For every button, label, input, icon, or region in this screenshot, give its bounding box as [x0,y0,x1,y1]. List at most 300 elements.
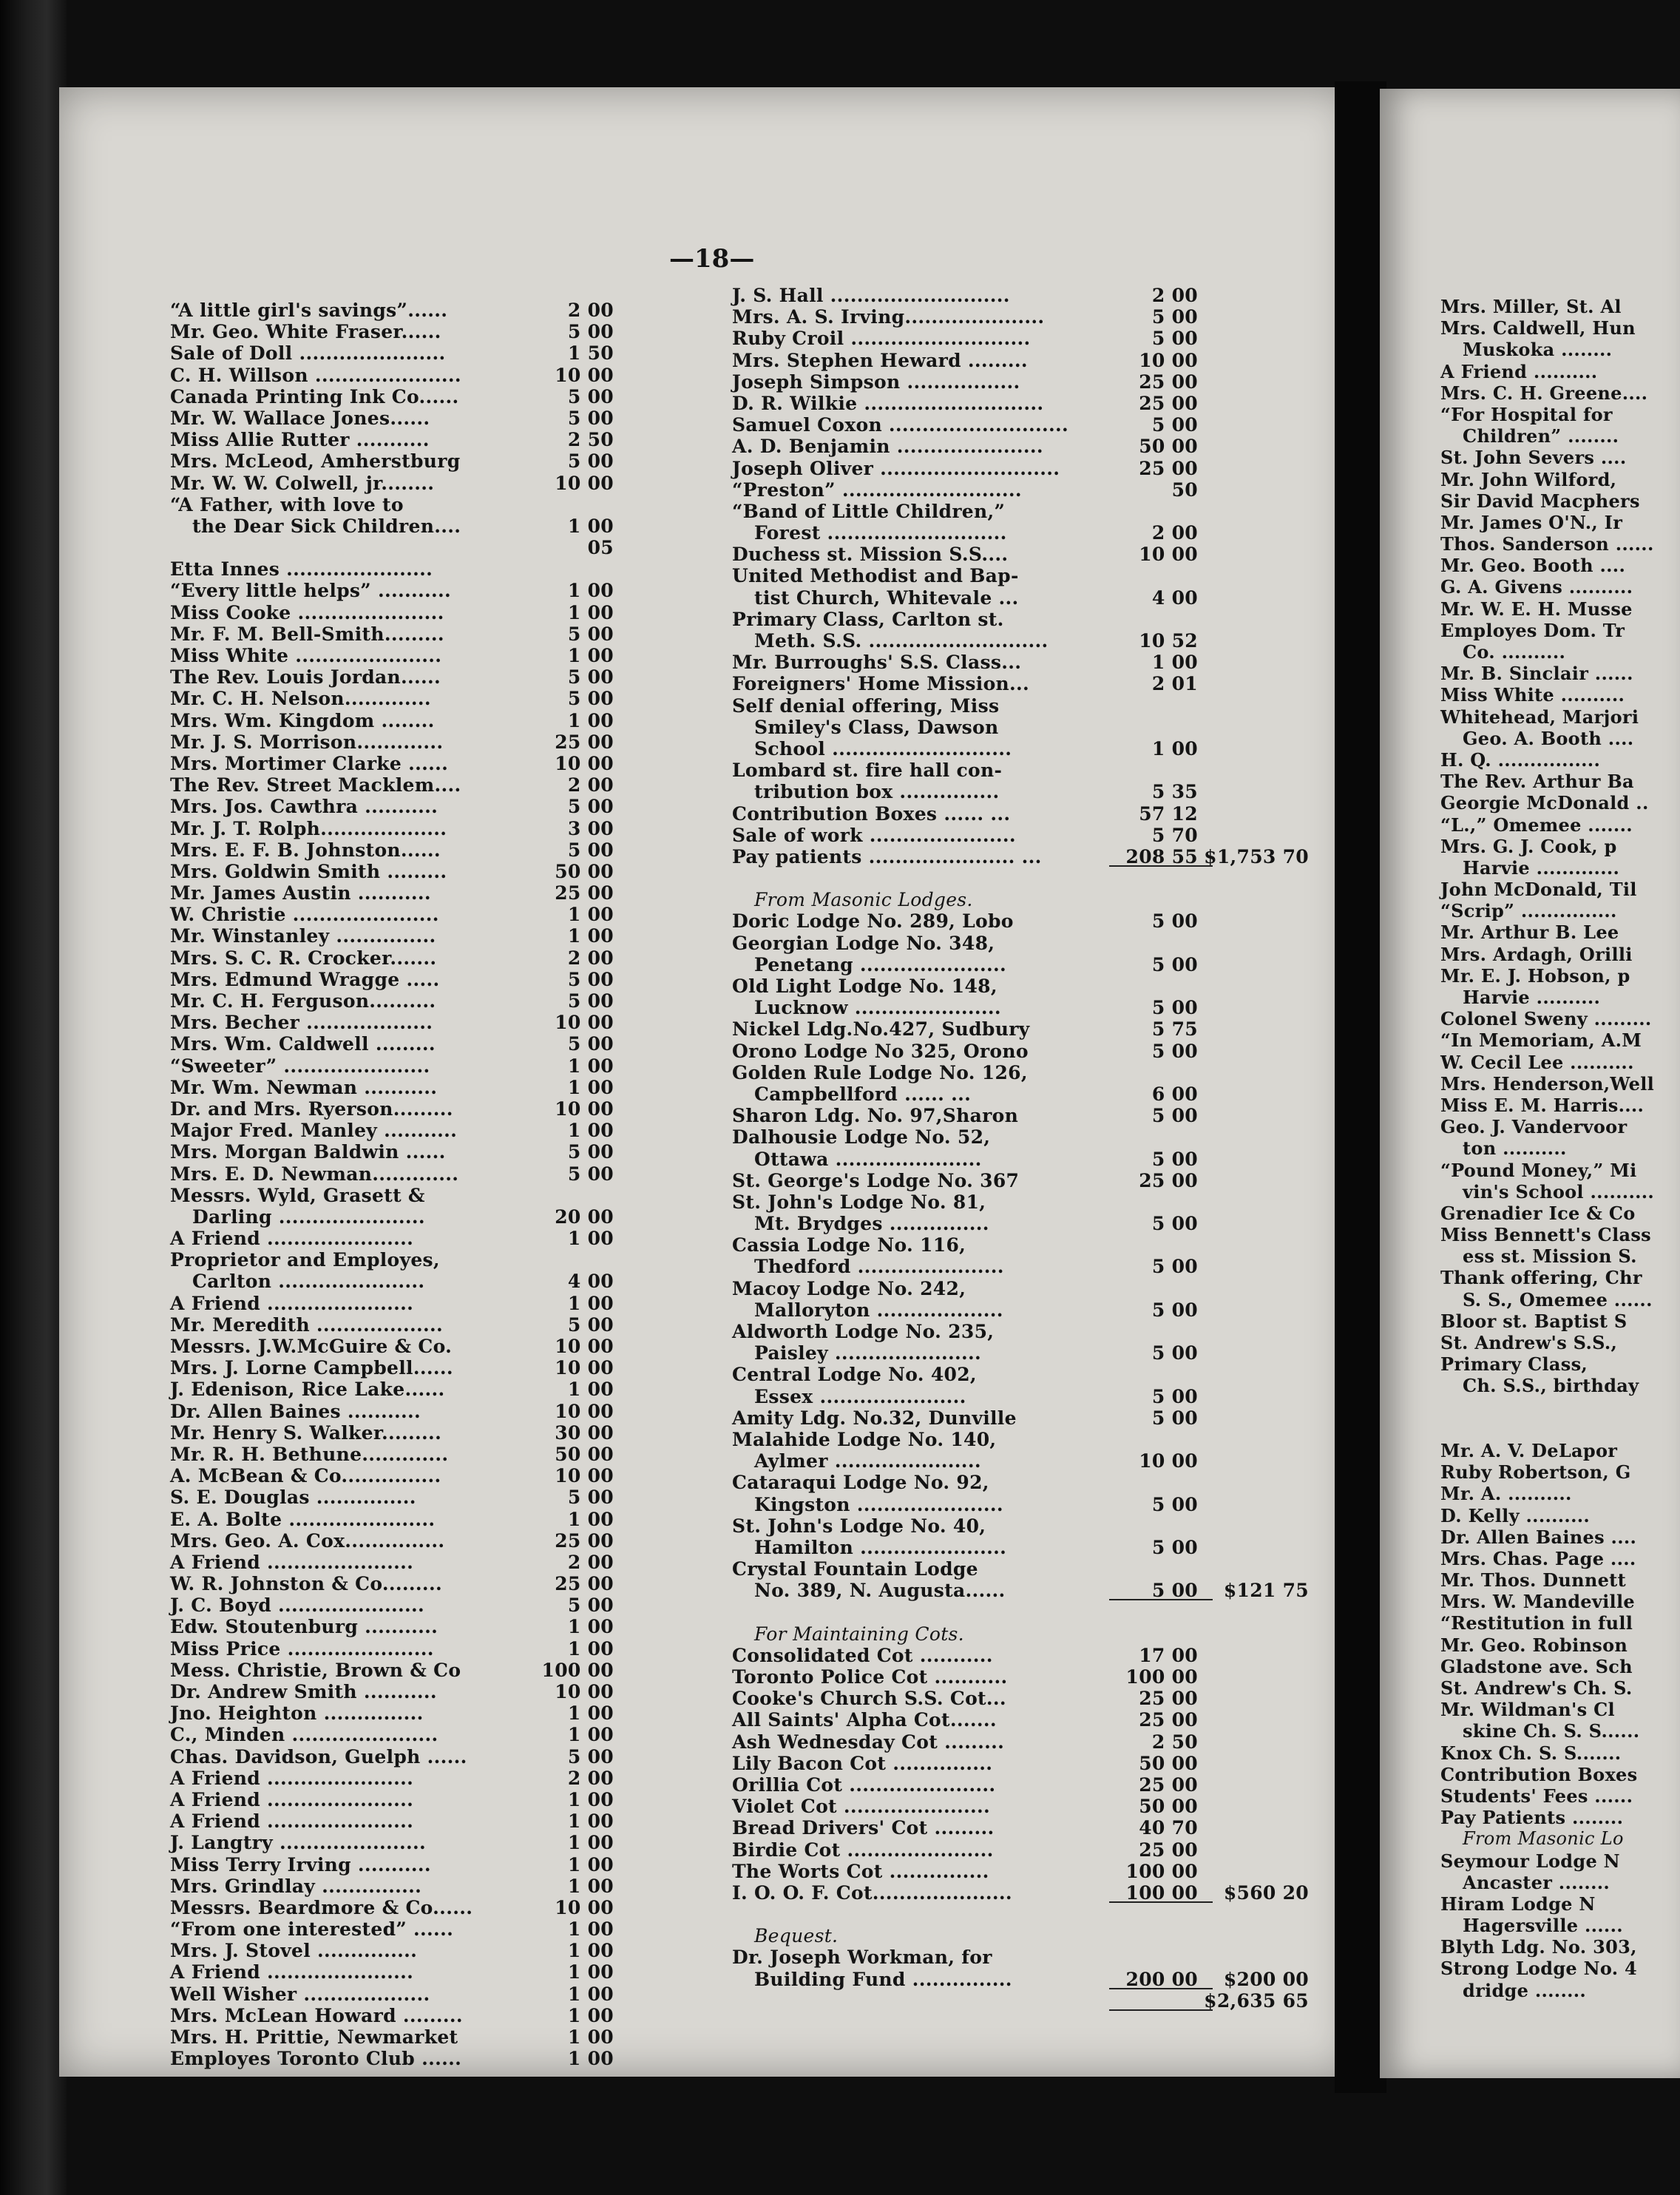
donor-name: S. E. Douglas ............... [170,1487,416,1509]
ledger-row [170,1206,614,1228]
ledger-row [732,1817,1309,1839]
ledger-row [732,1753,1309,1774]
ledger-row [732,479,1309,501]
amount: 1 00 [567,2026,614,2048]
cut-off-entry: Mr. E. J. Hobson, p [1440,964,1630,987]
ledger-row [732,436,1309,457]
ledger-row [732,544,1309,565]
amount: 100 00 [541,1659,614,1681]
donor-name: Canada Printing Ink Co...... [170,385,459,407]
amount: 1 00 [567,2004,614,2026]
ledger-row [170,666,614,688]
donor-name: Sharon Ldg. No. 97,Sharon [732,1105,1019,1127]
ledger-row [170,1638,614,1660]
amount: 2 00 [1151,285,1198,306]
amount: 1 00 [567,1508,614,1530]
amount: 25 00 [1139,1773,1198,1796]
ledger-row [732,1105,1309,1126]
ledger-row [732,803,1309,825]
amount: 100 00 [1125,1881,1198,1904]
amount: 1 00 [567,2048,614,2070]
cut-off-entry: Sir David Macphers [1440,490,1640,512]
ledger-row [732,1796,1309,1817]
amount: 25 00 [555,882,614,904]
donor-name: “A Father, with love to [170,493,404,515]
cut-off-entry: “Scrip” ............... [1440,900,1617,922]
donor-name: Ash Wednesday Cot ......... [732,1731,1005,1753]
ledger-row [732,1256,1309,1277]
donor-name: Mr. W. Wallace Jones...... [170,407,430,429]
ledger-row [170,407,614,429]
cut-off-entry: Primary Class, [1440,1353,1588,1376]
cut-off-entry [1440,1418,1680,1440]
amount: 5 00 [567,1141,614,1163]
cut-off-entry: D. Kelly .......... [1440,1504,1591,1526]
cut-off-entry: Knox Ch. S. S....... [1440,1742,1622,1764]
ledger-row [170,645,614,666]
ledger-row [170,1616,614,1637]
ledger-row [732,1990,1309,2012]
cut-off-entry: Grenadier Ice & Co [1440,1202,1636,1224]
donor-name: Mrs. H. Prittie, Newmarket [170,2026,458,2048]
donor-name: Messrs. Wyld, Grasett & [170,1184,425,1206]
amount: 2 00 [567,1767,614,1789]
donor-name: Kingston ...................... [754,1493,1003,1515]
amount: 5 00 [567,688,614,710]
ledger-row [732,1515,1309,1537]
amount: 57 12 [1139,802,1198,825]
ledger-row [170,1185,614,1206]
amount: 25 00 [1139,1839,1198,1861]
donor-name: Miss Price ...................... [170,1637,434,1660]
ledger-row [170,1055,614,1077]
donor-name: Miss Cooke ...................... [170,601,444,623]
donor-name: tribution box ............... [754,781,1000,803]
donor-name: Mr. R. H. Bethune............. [170,1443,449,1465]
donor-name: St. George's Lodge No. 367 [732,1169,1020,1191]
cut-off-entry: Mrs. Chas. Page .... [1440,1547,1636,1569]
cut-off-entry: Blyth Ldg. No. 303, [1440,1936,1637,1958]
ledger-row [732,1018,1309,1040]
donor-name: “Preston” ........................... [732,478,1022,501]
ledger-row [732,522,1309,544]
donor-name: Aylmer ...................... [754,1450,981,1472]
section-total: $1,753 70 [1204,845,1309,867]
cut-off-entry: ess st. Mission S. [1463,1245,1637,1268]
donor-name: A Friend ...................... [170,1292,414,1314]
donor-name: C., Minden ...................... [170,1724,438,1746]
donor-name: School ........................... [754,737,1012,760]
ledger-row [732,328,1309,349]
donor-name: Mr. W. W. Colwell, jr........ [170,472,435,494]
cut-off-entry: Ancaster ........ [1463,1871,1610,1893]
amount: 10 00 [1139,544,1198,566]
ledger-row [732,954,1309,975]
donor-name: the Dear Sick Children.... [192,515,461,537]
donor-name: Mr. Meredith ................... [170,1313,443,1336]
donor-name: Carlton ...................... [192,1271,425,1293]
ledger-row [170,818,614,839]
cut-off-entry: Harvie ............. [1463,856,1620,879]
ledger-row [170,839,614,861]
ledger-row [732,306,1309,328]
ledger-row [732,695,1309,717]
ledger-row [732,371,1309,393]
ledger-row [732,846,1309,867]
amount: 5 00 [1151,1148,1198,1170]
ledger-row [732,393,1309,414]
amount: 6 00 [1151,1083,1198,1105]
amount: 5 00 [567,407,614,429]
amount: 10 00 [555,472,614,494]
donor-name: Mrs. Edmund Wragge ..... [170,968,440,990]
amount: 5 00 [1151,328,1198,350]
donor-name: Employes Toronto Club ...... [170,2048,462,2070]
donor-name: Mr. C. H. Nelson............. [170,688,431,710]
ledger-row [170,1444,614,1465]
donor-name: “A little girl's savings”...... [170,300,448,321]
amount: 50 00 [1139,1796,1198,1818]
donor-name: Dr. Andrew Smith ........... [170,1681,437,1702]
amount: 10 00 [555,364,614,386]
donor-name: Ruby Croil ........................... [732,328,1031,350]
ledger-row [732,1062,1309,1083]
ledger-row [170,882,614,904]
cut-off-entry: W. Cecil Lee .......... [1440,1051,1634,1073]
amount: 1 00 [567,1983,614,2005]
ledger-row [732,1364,1309,1385]
ledger-row [170,710,614,731]
amount: 1 00 [567,1810,614,1833]
amount: 5 00 [1151,1299,1198,1321]
donor-name: Joseph Oliver ........................... [732,457,1060,479]
donor-name: A. McBean & Co............... [170,1465,441,1487]
donor-name: Violet Cot ...................... [732,1796,990,1818]
amount: 40 70 [1139,1817,1198,1839]
ledger-row [170,1465,614,1487]
ledger-row [732,1494,1309,1515]
donor-name: Ottawa ...................... [754,1148,982,1170]
amount: 1 00 [567,1616,614,1638]
ledger-row [170,1120,614,1141]
donor-name: Foreigners' Home Mission... [732,673,1030,695]
cut-off-entry: “Restitution in full [1440,1612,1633,1634]
donor-name: St. John's Lodge No. 81, [732,1191,986,1213]
cut-off-entry: vin's School .......... [1463,1180,1655,1203]
ledger-row [170,925,614,947]
ledger-row [732,1278,1309,1299]
donor-name: Mr. Wm. Newman ........... [170,1076,438,1098]
amount: 10 00 [555,1012,614,1034]
donor-name: Thedford ...................... [754,1256,1004,1278]
ledger-row [170,861,614,882]
amount: 1 00 [1151,737,1198,760]
ledger-row [170,1033,614,1055]
amount: 5 00 [567,623,614,645]
amount: 1 00 [567,709,614,731]
cut-off-entry: Mrs. W. Mandeville [1440,1591,1635,1613]
donor-name: Contribution Boxes ...... ... [732,802,1011,825]
amount: 4 00 [567,1271,614,1293]
donor-name: A Friend ...................... [170,1961,414,1983]
ledger-row [732,1407,1309,1429]
ledger-row [732,285,1309,306]
donor-name: A Friend ...................... [170,1228,414,1250]
donor-name: E. A. Bolte ...................... [170,1508,436,1530]
donor-name: Forest ........................... [754,522,1007,544]
amount: 5 00 [1151,306,1198,328]
amount: 1 00 [567,1832,614,1854]
donor-name: The Rev. Street Macklem.... [170,774,461,797]
cut-off-entry: Ruby Robertson, G [1440,1461,1631,1484]
donor-name: A. D. Benjamin ...................... [732,436,1043,458]
amount: 1 00 [1151,652,1198,674]
cut-off-entry: Hiram Lodge N [1440,1893,1596,1915]
ledger-row [732,975,1309,997]
ledger-row [732,565,1309,586]
amount: 1 00 [567,1120,614,1142]
ledger-row [732,1645,1309,1666]
ledger-row [170,1897,614,1918]
ledger-row [732,630,1309,652]
donor-name: Jno. Heighton ............... [170,1702,424,1725]
ledger-row [732,587,1309,609]
page-number: —18— [669,244,755,274]
donor-name: Mr. F. M. Bell-Smith......... [170,623,444,645]
amount: 5 00 [1151,414,1198,436]
amount: 5 00 [567,1594,614,1617]
cut-off-entry: Mrs. G. J. Cook, p [1440,835,1617,857]
total-rule [1109,1599,1213,1600]
book-spine [0,0,67,2195]
amount: 1 00 [567,515,614,537]
ledger-row [170,386,614,407]
donor-name: Major Fred. Manley ........... [170,1120,458,1142]
amount: 1 00 [567,1940,614,1962]
amount: 1 00 [567,904,614,926]
cut-off-entry: H. Q. ................ [1440,748,1601,771]
donor-name: J. Edenison, Rice Lake...... [170,1379,445,1401]
amount: 1 00 [567,1724,614,1746]
ledger-row [170,342,614,364]
donor-name: Essex ...................... [754,1385,966,1407]
donor-name: Mt. Brydges ............... [754,1213,989,1235]
ledger-row [170,1077,614,1098]
cut-off-entry: Pay Patients ........ [1440,1807,1624,1829]
amount: 1 00 [567,1292,614,1314]
amount: 05 [587,537,614,559]
donor-name: Mrs. Stephen Heward ......... [732,349,1028,371]
ledger-row [170,947,614,969]
donor-name: Primary Class, Carlton st. [732,608,1004,630]
ledger-row [732,609,1309,630]
ledger-row [170,1854,614,1876]
ledger-row [170,1249,614,1271]
amount: 5 00 [567,1313,614,1336]
cut-off-entry: G. A. Givens .......... [1440,576,1633,598]
donor-name: Mrs. McLean Howard ......... [170,2004,463,2026]
ledger-row [170,2048,614,2069]
total-rule [1109,2009,1213,2011]
ledger-row [732,1558,1309,1580]
ledger-row [732,1386,1309,1407]
section-total: $121 75 [1223,1580,1309,1602]
cut-off-entry: Thank offering, Chr [1440,1267,1642,1289]
donor-name: Mrs. A. S. Irving..................... [732,306,1045,328]
amount: 2 00 [567,300,614,321]
donor-name: Pay patients ...................... ... [732,845,1042,867]
ledger-row [732,1601,1309,1623]
donor-name: Paisley ...................... [754,1342,982,1364]
ledger-row [732,458,1309,479]
amount: 5 00 [1151,997,1198,1019]
ledger-row [170,688,614,709]
ledger-row [732,933,1309,954]
ledger-row [732,652,1309,673]
ledger-row [732,717,1309,738]
donor-name: Miss Terry Irving ........... [170,1853,431,1876]
ledger-row [170,623,614,645]
ledger-row [732,1041,1309,1062]
donor-name: Consolidated Cot ........... [732,1644,993,1666]
donor-name: Mr. C. H. Ferguson.......... [170,990,436,1012]
donor-name: Duchess st. Mission S.S.... [732,544,1009,566]
donor-name: Nickel Ldg.No.427, Sudbury [732,1018,1030,1041]
section-heading: Bequest. [754,1925,839,1947]
ledger-row [170,1940,614,1961]
ledger-row [732,1882,1309,1904]
donor-name: Orono Lodge No 325, Orono [732,1040,1029,1062]
donor-name: Mrs. Geo. A. Cox............... [170,1529,445,1552]
cut-off-entry: Dr. Allen Baines .... [1440,1526,1637,1548]
cut-off-entry: Mr. John Wilford, [1440,468,1617,490]
ledger-row [732,1861,1309,1882]
cut-off-entry: Strong Lodge No. 4 [1440,1958,1638,1980]
ledger-row [170,1293,614,1314]
amount: 25 00 [555,1529,614,1552]
ledger-row [732,414,1309,436]
ledger-row [170,1228,614,1249]
donor-name: Miss Allie Rutter ........... [170,429,430,451]
ledger-row [732,1450,1309,1472]
cut-off-entry: Hagersville ...... [1463,1915,1623,1937]
ledger-row [170,1012,614,1033]
cut-off-entry: John McDonald, Til [1440,879,1637,901]
amount: 5 00 [567,968,614,990]
donor-name: Crystal Fountain Lodge [732,1558,978,1580]
cut-off-entry: “For Hospital for [1440,403,1613,425]
amount: 1 00 [567,1076,614,1098]
ledger-row [732,1321,1309,1342]
donor-name: Sale of work ...................... [732,824,1016,846]
donor-name: Aldworth Lodge No. 235, [732,1321,995,1342]
amount: 5 00 [1151,1385,1198,1407]
ledger-row [170,1098,614,1120]
donor-name: A Friend ...................... [170,1767,414,1789]
donor-name: The Worts Cot ............... [732,1860,989,1882]
cut-off-entry: Thos. Sanderson ...... [1440,533,1654,555]
cut-off-entry: Whitehead, Marjori [1440,706,1639,728]
amount: 50 00 [1139,1752,1198,1774]
ledger-row [732,738,1309,760]
total-rule [1109,865,1213,867]
amount: 1 00 [567,1918,614,1941]
donor-name: Well Wisher ................... [170,1983,430,2005]
donor-name: Mr. Winstanley ............... [170,925,436,947]
ledger-row [170,515,614,537]
donor-name: Lily Bacon Cot ............... [732,1752,993,1774]
ledger-row [170,796,614,817]
cut-off-entry: skine Ch. S. S...... [1463,1720,1640,1742]
donor-name: Mrs. McLeod, Amherstburg [170,450,461,473]
ledger-row [170,473,614,494]
cut-off-entry: Mrs. Ardagh, Orilli [1440,943,1633,965]
amount: 2 00 [567,1551,614,1573]
ledger-row [170,1573,614,1594]
right-page-column [1440,296,1680,2001]
ledger-row [170,969,614,990]
donor-name: Mrs. Jos. Cawthra ........... [170,796,438,818]
ledger-row [732,760,1309,781]
amount: 5 00 [567,839,614,861]
ledger-row [170,321,614,342]
amount: 1 00 [567,1788,614,1810]
ledger-row [170,2026,614,2048]
ledger-row [732,1774,1309,1796]
ledger-row [170,1552,614,1573]
donor-name: Golden Rule Lodge No. 126, [732,1061,1028,1083]
ledger-row [170,990,614,1012]
amount: 10 00 [555,1336,614,1357]
cut-off-entry: St. John Severs .... [1440,447,1627,469]
donor-name: Cooke's Church S.S. Cot... [732,1688,1006,1710]
section-heading: From Masonic Lodges. [754,889,973,911]
ledger-row [732,1126,1309,1148]
cut-off-entry: Geo. J. Vandervoor [1440,1116,1628,1138]
amount: 20 00 [555,1205,614,1228]
amount: 25 00 [1139,371,1198,393]
section-heading: For Maintaining Cots. [754,1623,964,1645]
donor-name: C. H. Willson ...................... [170,364,461,386]
ledger-row [170,494,614,515]
donor-name: Orillia Cot ...................... [732,1773,996,1796]
donor-name: Penetang ...................... [754,953,1007,975]
amount: 50 00 [555,860,614,882]
ledger-row [732,781,1309,802]
amount: 5 00 [1151,1040,1198,1062]
donor-name: Lucknow ...................... [754,997,1001,1019]
ledger-row [170,1789,614,1810]
cut-off-entry: Mr. Thos. Dunnett [1440,1569,1626,1592]
ledger-row [170,1832,614,1853]
donor-name: Etta Innes ...................... [170,558,433,581]
donor-name: Mr. J. S. Morrison............. [170,731,444,753]
amount: 5 00 [567,450,614,473]
donor-name: Doric Lodge No. 289, Lobo [732,910,1014,933]
cut-off-entry: Mr. A. V. DeLapor [1440,1439,1618,1461]
ledger-row [170,602,614,623]
ledger-row [170,1336,614,1357]
ledger-row [170,1509,614,1530]
ledger-row [732,910,1309,932]
amount: 5 00 [1151,1342,1198,1364]
amount: 5 00 [1151,1536,1198,1558]
donor-name: Mrs. Morgan Baldwin ...... [170,1141,446,1163]
amount: 5 00 [1151,1213,1198,1235]
cut-off-entry: Mrs. Miller, St. Al [1440,296,1622,317]
cut-off-entry: Mr. James O'N., Ir [1440,511,1623,533]
donor-name: Mr. James Austin ........... [170,882,431,904]
